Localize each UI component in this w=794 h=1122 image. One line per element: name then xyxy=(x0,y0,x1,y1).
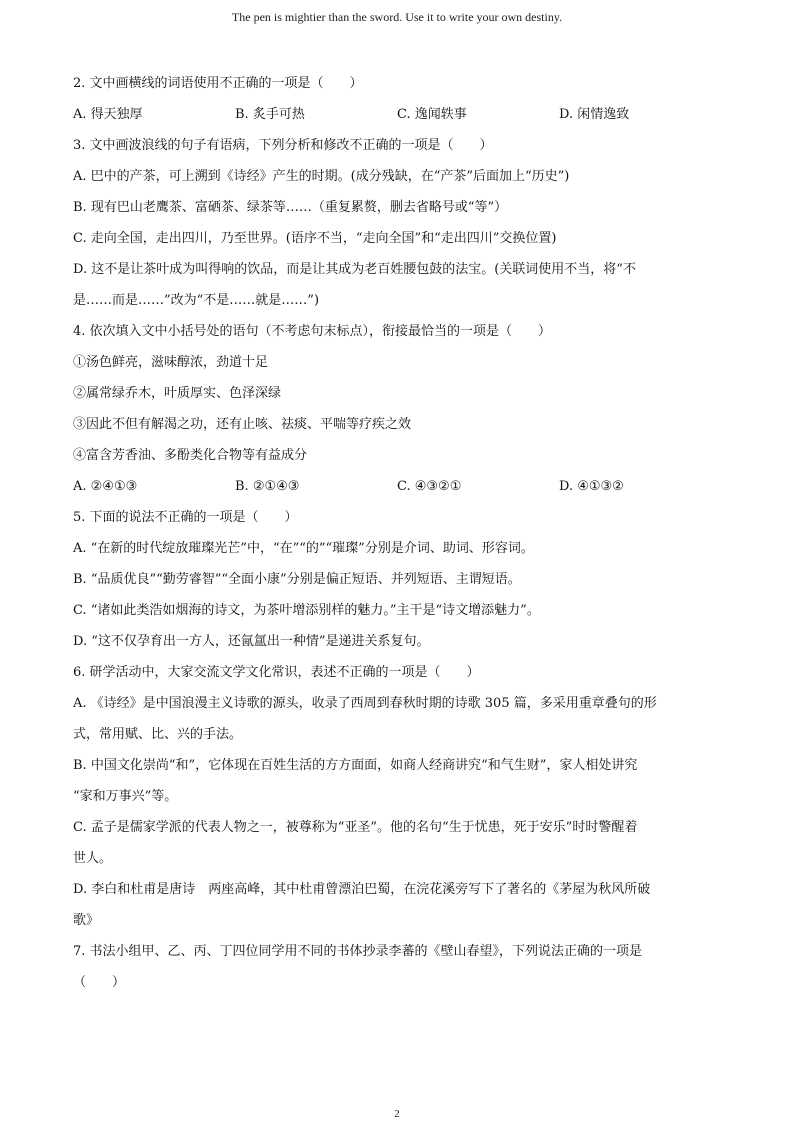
question-6-option-a-line-1: A. 《诗经》是中国浪漫主义诗歌的源头，收录了西周到春秋时期的诗歌 305 篇，多采用重章叠句的形 xyxy=(73,696,657,711)
question-3-stem: 3. 文中画波浪线的句子有语病，下列分析和修改不正确的一项是（ ） xyxy=(73,138,493,153)
question-6-option-b-line-2: “家和万事兴”等。 xyxy=(73,789,178,804)
question-7-stem-line-1: 7. 书法小组甲、乙、丙、丁四位同学用不同的书体抄录李蕃的《壁山春望》，下列说法正确的一项是 xyxy=(73,944,643,959)
question-6-stem: 6. 研学活动中，大家交流文学文化常识，表述不正确的一项是（ ） xyxy=(73,665,480,680)
question-6-option-d-line-1: D. 李白和杜甫是唐诗 两座高峰，其中杜甫曾漂泊巴蜀，在浣花溪旁写下了著名的《茅屋为秋风所破 xyxy=(73,882,651,897)
question-3-option-d-line-1: D. 这不是让茶叶成为叫得响的饮品，而是让其成为老百姓腰包鼓的法宝。(关联词使用不当，将“不 xyxy=(73,262,636,277)
question-4-item-2: ②属常绿乔木，叶质厚实、色泽深绿 xyxy=(73,386,282,401)
option-a: A. ②④①③ xyxy=(73,479,138,494)
question-3-option-b: B. 现有巴山老鹰茶、富硒茶、绿茶等……（重复累赘，删去省略号或“等”） xyxy=(73,200,508,215)
question-6-option-b-line-1: B. 中国文化崇尚“和”，它体现在百姓生活的方方面面，如商人经商讲究“和气生财”，家人相处讲究 xyxy=(73,758,638,773)
question-4-item-1: ①汤色鲜亮，滋味醇浓，劲道十足 xyxy=(73,355,269,370)
option-b: B. ②①④③ xyxy=(235,479,300,494)
page-number: 2 xyxy=(394,1108,400,1120)
question-2-options xyxy=(73,99,723,130)
question-2-stem: 2. 文中画横线的词语使用不正确的一项是（ ） xyxy=(73,76,363,91)
question-6-option-a-line-2: 式，常用赋、比、兴的手法。 xyxy=(73,727,243,742)
question-7-stem-line-2: （ ） xyxy=(73,975,126,990)
question-3-option-d-line-2: 是……而是……”改为“不是……就是……”) xyxy=(73,293,320,308)
question-6-option-d-line-2: 歌》 xyxy=(73,913,100,928)
question-5-option-a: A. “在新的时代绽放璀璨光芒”中，“在”“的”“璀璨”分别是介词、助词、形容词。 xyxy=(73,541,534,556)
question-4-options xyxy=(73,471,723,502)
question-5-option-d: D. “这不仅孕育出一方人，还氤氲出一种情”是递进关系复句。 xyxy=(73,634,430,649)
option-d: D. 闲情逸致 xyxy=(559,107,630,122)
option-b: B. 炙手可热 xyxy=(235,107,305,122)
question-4-stem: 4. 依次填入文中小括号处的语句（不考虑句末标点），衔接最恰当的一项是（ ） xyxy=(73,324,552,339)
question-6-option-c-line-2: 世人。 xyxy=(73,851,113,866)
option-a: A. 得天独厚 xyxy=(73,107,143,122)
question-5-stem: 5. 下面的说法不正确的一项是（ ） xyxy=(73,510,298,525)
page-header-motto: The pen is mightier than the sword. Use it to write your own destiny. xyxy=(231,10,563,24)
question-3-option-c: C. 走向全国，走出四川，乃至世界。(语序不当，“走向全国”和“走出四川”交换位置) xyxy=(73,231,557,246)
option-d: D. ④①③② xyxy=(559,479,624,494)
exam-content xyxy=(73,68,723,998)
question-4-item-4: ④富含芳香油、多酚类化合物等有益成分 xyxy=(73,448,308,463)
question-5-option-b: B. “品质优良”“勤劳睿智”“全面小康”分别是偏正短语、并列短语、主谓短语。 xyxy=(73,572,521,587)
option-c: C. ④③②① xyxy=(397,479,462,494)
question-5-option-c: C. “诸如此类浩如烟海的诗文，为茶叶增添别样的魅力。”主干是“诗文增添魅力”。 xyxy=(73,603,540,618)
option-c: C. 逸闻轶事 xyxy=(397,107,467,122)
question-6-option-c-line-1: C. 孟子是儒家学派的代表人物之一，被尊称为“亚圣”。他的名句“生于忧患，死于安乐”时时警醒着 xyxy=(73,820,638,835)
question-4-item-3: ③因此不但有解渴之功，还有止咳、祛痰、平喘等疗疾之效 xyxy=(73,417,412,432)
question-3-option-a: A. 巴中的产茶，可上溯到《诗经》产生的时期。(成分残缺，在“产茶”后面加上“历史”) xyxy=(73,169,570,184)
